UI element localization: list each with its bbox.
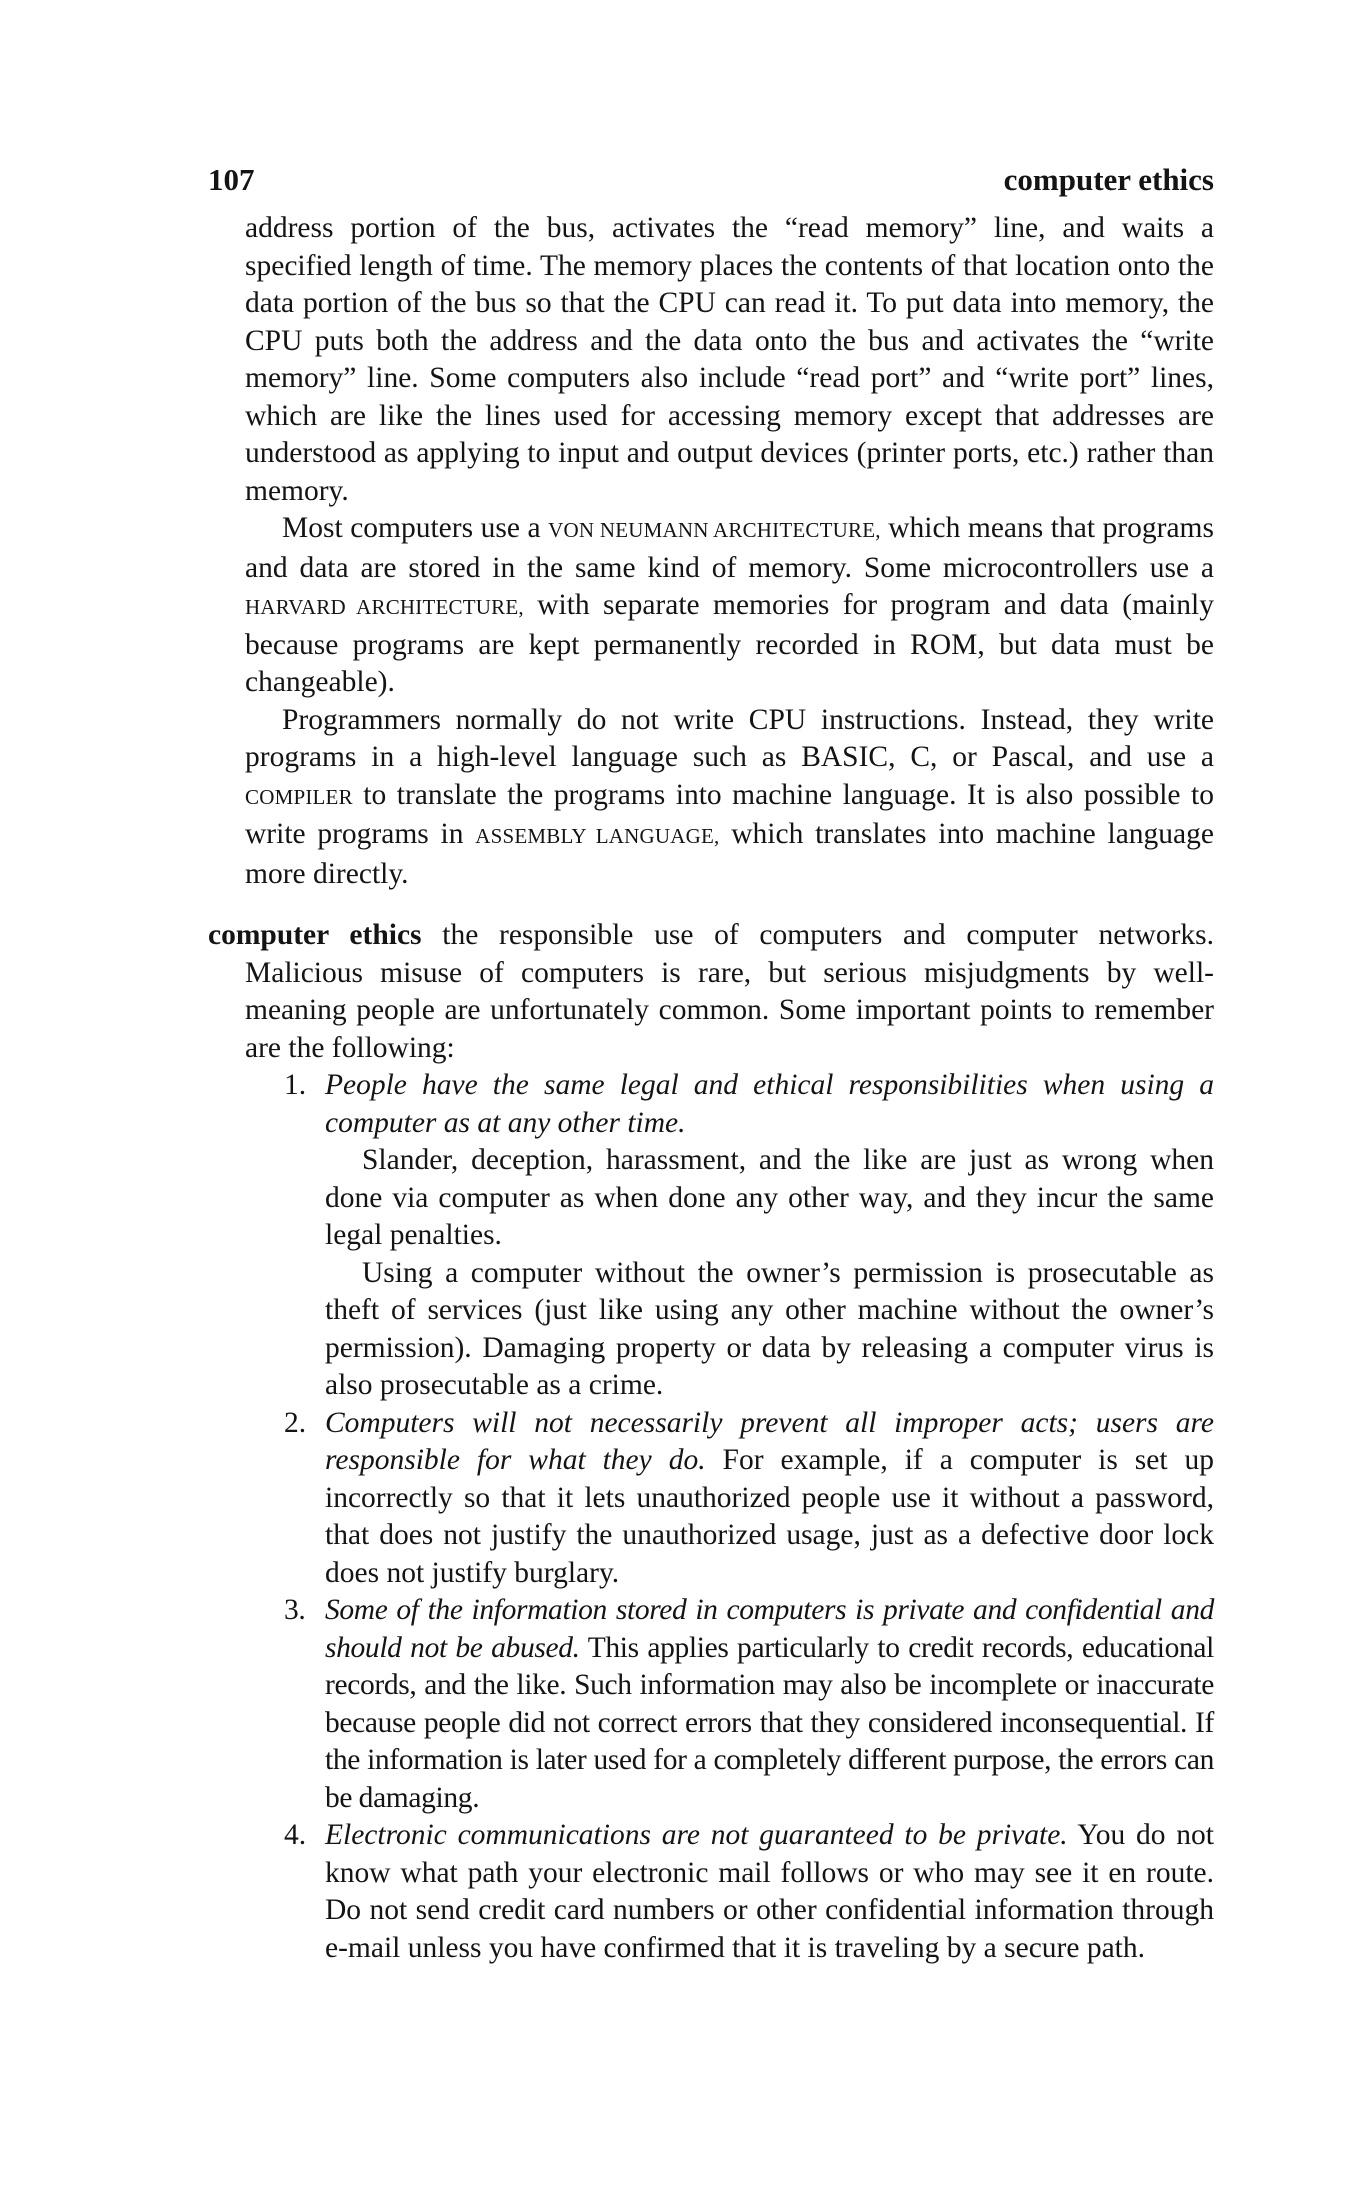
item-number: 1. <box>284 1069 307 1101</box>
cross-reference: VON NEUMANN ARCHITECTURE, <box>548 518 881 542</box>
cross-reference: ASSEMBLY LANGUAGE, <box>475 824 720 848</box>
item-lead: Electronic communications are not guaranteed to be private. <box>325 1819 1068 1851</box>
item-lead: Computers will not necessarily prevent all improper acts; users are responsible for what they do. <box>325 1406 1214 1476</box>
list-item: 3. Some of the information stored in computers is private and confidential and should not be abused. This applies particularly to credit records, educational records, and the like. Such information may also be incomplete or inaccurate because people did not correct errors that they considered inconsequential. If the information is later used for a completely different purpose, the errors can be damaging. <box>284 1594 1214 1814</box>
item-paragraph: Using a computer without the owner’s permission is prosecutable as theft of services (just like using any other machine without the owner’s permission). Damaging property or data by releasing a computer virus is also prosecutable as a crime. <box>325 1256 1214 1401</box>
item-lead: People have the same legal and ethical responsibilities when using a computer as at any other time. <box>325 1069 1214 1139</box>
item-paragraph: Slander, deception, harassment, and the like are just as wrong when done via computer as when done any other way, and they incur the same legal penalties. <box>325 1144 1214 1251</box>
item-number: 3. <box>284 1594 306 1626</box>
item-lead: Some of the information stored in computers is private and confidential and should not be abused. <box>325 1594 1214 1664</box>
document-page <box>208 160 1214 1967</box>
continued-entry <box>208 210 1214 893</box>
list-item <box>208 1067 1214 1405</box>
paragraph: address portion of the bus, activates the “read memory” line, and waits a specified length of time. The memory places the contents of that location onto the data portion of the bus so that the CPU can read it. To put data into memory, the CPU puts both the address and the data onto the bus and activates the “write memory” line. Some computers also include “read port” and “write port” lines, which are like the lines used for accessing memory except that addresses are understood as applying to input and output devices (printer ports, etc.) rather than memory. <box>245 212 1214 507</box>
list-item: 4. Electronic communications are not guaranteed to be private. You do not know what path your electronic mail follows or who may see it en route. Do not send credit card numbers or other confidential information through e-mail unless you have confirmed that it is traveling by a secure path. <box>284 1819 1215 1964</box>
dictionary-entry <box>208 917 1214 1067</box>
paragraph: Programmers normally do not write CPU instructions. Instead, they write programs in a high-level language such as BASIC, C, or Pascal, and use a COMPILER to translate the programs into machine language. It is also possible to write programs in ASSEMBLY LANGUAGE, which translates into machine language more directly. <box>245 703 1214 890</box>
page-number: 107 <box>208 162 255 197</box>
entry-term: computer ethics <box>208 919 422 951</box>
cross-reference: COMPILER <box>245 784 353 809</box>
entry-definition: the responsible use of computers and computer networks. Malicious misuse of computers is rare, but serious misjudgments by well-meaning people are unfortunately common. Some important points to remember are the following: <box>245 919 1214 1064</box>
item-number: 4. <box>284 1819 307 1851</box>
list-item: 2. Computers will not necessarily prevent all improper acts; users are responsible for what they do. For example, if a computer is set up incorrectly so that it lets unauthorized people use it without a password, that does not justify the unauthorized usage, just as a defective door lock does not justify burglary. <box>284 1406 1214 1589</box>
paragraph: Most computers use a VON NEUMANN ARCHITECTURE, which means that programs and data are stored in the same kind of memory. Some microcontrollers use a HARVARD ARCHITECTURE, with separate memories for program and data (mainly because programs are kept permanently recorded in ROM, but data must be changeable). <box>245 512 1215 698</box>
points-list <box>208 1067 1214 1967</box>
cross-reference: HARVARD ARCHITECTURE, <box>245 595 524 619</box>
page-header <box>208 160 1214 200</box>
item-number: 2. <box>284 1406 307 1439</box>
running-head: computer ethics <box>1003 162 1214 197</box>
